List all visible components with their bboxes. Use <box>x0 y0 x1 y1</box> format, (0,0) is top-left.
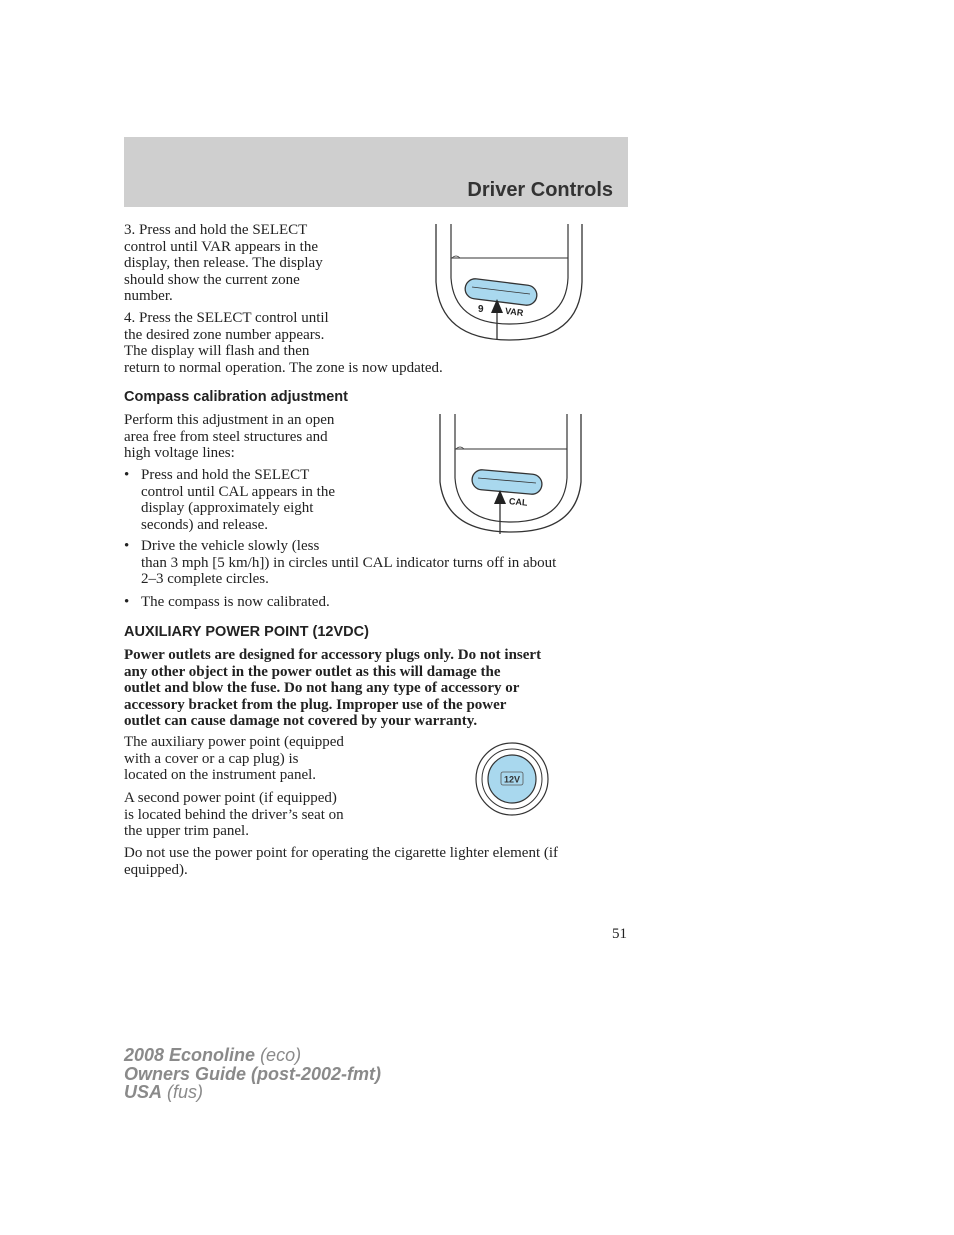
footer-model-code: (eco) <box>255 1045 302 1065</box>
section-title: Driver Controls <box>467 179 613 201</box>
section-header-band <box>124 137 628 207</box>
bullet-text: Drive the vehicle slowly (less than 3 mph [5 km/h]) in circles until CAL indicator turns off in about 2–3 complete circles. <box>141 538 557 587</box>
footer-region: USA <box>124 1082 163 1102</box>
compass-bullet-2 <box>124 538 624 590</box>
compass-intro-text: Perform this adjustment in an open area free from steel structures and high voltage lines: <box>124 412 335 461</box>
cal-label: CAL <box>508 496 528 508</box>
power-point-paragraph-1: The auxiliary power point (equipped with a cover or a cap plug) is located on the instrument panel. <box>124 734 344 783</box>
bullet-dot: • <box>124 538 130 554</box>
power-point-paragraph-3: Do not use the power point for operating the cigarette lighter element (if equipped). <box>124 845 559 878</box>
bullet-dot: • <box>124 594 130 610</box>
zone-number-label: 9 <box>478 304 484 315</box>
cal-select-control-figure <box>436 412 586 540</box>
document-footer <box>124 1046 381 1102</box>
footer-model: 2008 Econoline <box>124 1045 256 1065</box>
power-outlet-figure <box>474 741 550 817</box>
footer-guide: Owners Guide (post-2002-fmt) <box>124 1063 382 1084</box>
bullet-dot: • <box>124 467 130 483</box>
step-4-text: 4. Press the SELECT control until the desired zone number appears. The display will flash and then return to normal operation. The zone is now updated. <box>124 310 443 376</box>
footer-region-code: (fus) <box>162 1082 204 1102</box>
page-number: 51 <box>612 926 627 942</box>
12v-label: 12V <box>503 774 521 785</box>
compass-bullet-1 <box>124 467 384 537</box>
bullet-text: The compass is now calibrated. <box>141 594 330 610</box>
bullet-text: Press and hold the SELECT control until CAL appears in the display (approximately eight seconds) and release. <box>141 467 335 533</box>
var-label: VAR <box>504 305 524 318</box>
compass-bullet-3 <box>124 594 524 612</box>
power-point-paragraph-2: A second power point (if equipped) is located behind the driver’s seat on the upper trim panel. <box>124 790 344 839</box>
compass-calibration-heading: Compass calibration adjustment <box>124 389 348 405</box>
step-3-text: 3. Press and hold the SELECT control until VAR appears in the display, then release. The display should show the current zone number. <box>124 222 323 304</box>
power-warning-text: Power outlets are designed for accessory plugs only. Do not insert any other object in the power outlet as this will damage the outlet and blow the fuse. Do not hang any type of accessory or accessory bracket from the plug. Improper use of the power outlet can cause damage not covered by your warranty. <box>124 647 542 729</box>
var-select-control-figure <box>430 222 590 344</box>
power-point-heading: AUXILIARY POWER POINT (12VDC) <box>124 624 369 640</box>
